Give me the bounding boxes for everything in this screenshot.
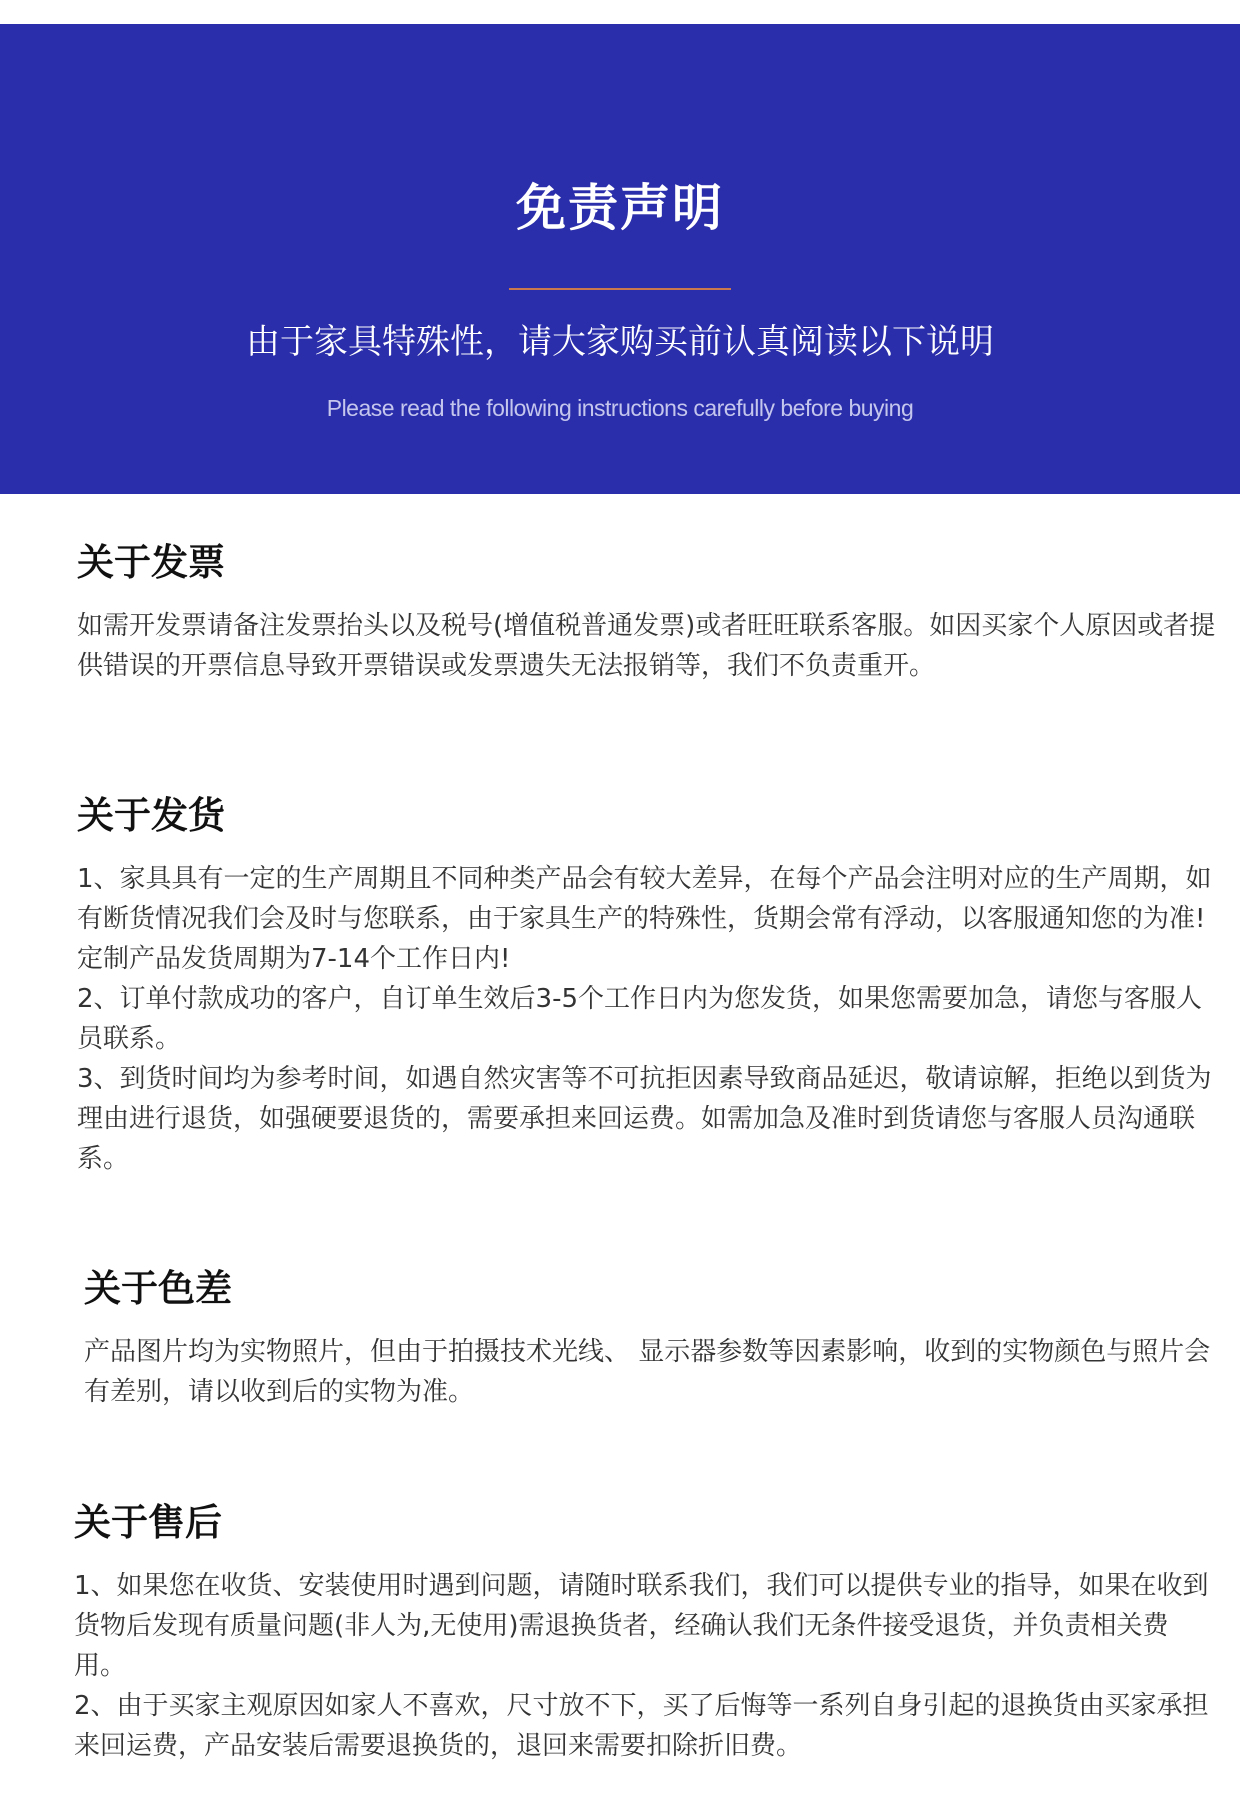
banner-subtitle: 由于家具特殊性，请大家购买前认真阅读以下说明	[246, 322, 994, 362]
section-shipping	[77, 793, 1217, 1179]
section-paragraph: 产品图片均为实物照片，但由于拍摄技术光线、 显示器参数等因素影响，收到的实物颜色与照片会有差别，请以收到后的实物为准。	[84, 1337, 1211, 1407]
title-divider	[509, 288, 731, 290]
section-title: 关于售后	[74, 1501, 222, 1544]
section-invoice	[77, 540, 1217, 686]
section-title: 关于发货	[77, 794, 225, 837]
section-paragraph: 2、订单付款成功的客户，自订单生效后3-5个工作日内为您发货，如果您需要加急，请您与客服人员联系。	[77, 984, 1203, 1054]
banner-subtitle-english: Please read the following instructions carefully before buying	[326, 395, 914, 421]
section-after-sales	[74, 1500, 1214, 1766]
section-title: 关于发票	[77, 541, 225, 584]
section-paragraph: 1、如果您在收货、安装使用时遇到问题，请随时联系我们，我们可以提供专业的指导，如果在收到货物后发现有质量问题(非人为,无使用)需退换货者，经确认我们无条件接受退货，并负责相关费用。	[74, 1571, 1209, 1681]
section-paragraph: 如需开发票请备注发票抬头以及税号(增值税普通发票)或者旺旺联系客服。如因买家个人原因或者提供错误的开票信息导致开票错误或发票遗失无法报销等，我们不负责重开。	[77, 611, 1216, 681]
header-banner	[0, 24, 1240, 494]
section-paragraph: 2、由于买家主观原因如家人不喜欢，尺寸放不下，买了后悔等一系列自身引起的退换货由买家承担来回运费，产品安装后需要退换货的，退回来需要扣除折旧费。	[74, 1691, 1209, 1761]
section-paragraph: 3、到货时间均为参考时间，如遇自然灾害等不可抗拒因素导致商品延迟，敬请谅解，拒绝以到货为理由进行退货，如强硬要退货的，需要承担来回运费。如需加急及准时到货请您与客服人员沟通联系。	[77, 1064, 1212, 1174]
section-title: 关于色差	[84, 1267, 232, 1310]
section-color-difference	[84, 1266, 1224, 1412]
section-paragraph: 1、家具具有一定的生产周期且不同种类产品会有较大差异，在每个产品会注明对应的生产周期，如有断货情况我们会及时与您联系，由于家具生产的特殊性，货期会常有浮动，以客服通知您的为准!定制产品发货周期为7-14个工作日内!	[77, 864, 1212, 974]
page-title: 免责声明	[516, 179, 724, 237]
